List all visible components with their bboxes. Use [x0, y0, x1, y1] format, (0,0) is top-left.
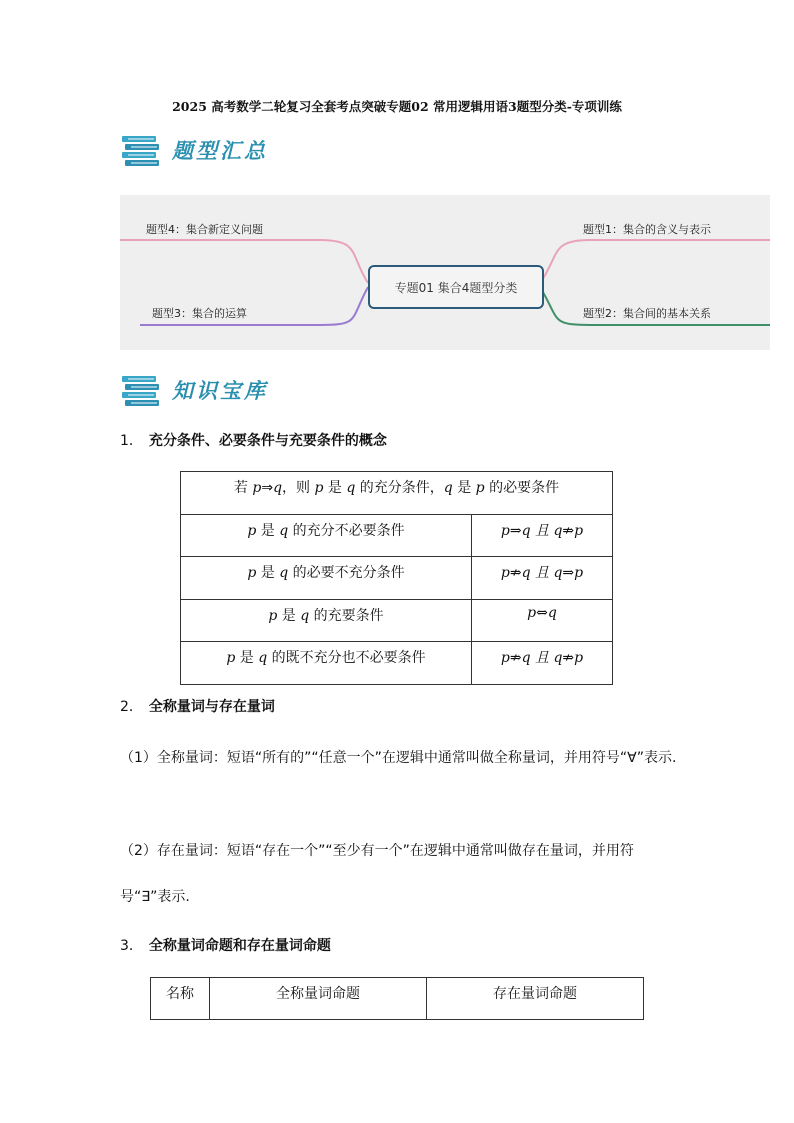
section-banner-knowledge	[120, 370, 268, 410]
heading-number: 1．	[120, 433, 143, 449]
column-header-name: 名称	[151, 978, 210, 1020]
paragraph-existential-quantifier: （2）存在量词：短语“存在一个”“至少有一个”在逻辑中通常叫做存在量词，并用符号“∃”表示.	[120, 843, 634, 905]
paragraph-universal-quantifier: （1）全称量词：短语“所有的”“任意一个”在逻辑中通常叫做全称量词，并用符号“∀”表示.	[120, 750, 677, 766]
heading-text: 全称量词命题和存在量词命题	[148, 938, 331, 954]
mindmap-center-node: 专题01 集合4题型分类	[368, 265, 544, 309]
table-header-row	[181, 472, 613, 515]
mindmap-leaf-type2: 题型2：集合间的基本关系	[583, 307, 711, 320]
table-header-row	[151, 978, 644, 1020]
table-row	[181, 557, 613, 600]
book-stack-icon	[120, 133, 162, 167]
heading-text: 充分条件、必要条件与充要条件的概念	[148, 433, 387, 449]
relation-cell: p⇔q	[472, 600, 613, 642]
mindmap-leaf-type3: 题型3：集合的运算	[152, 307, 247, 320]
column-header-existential: 存在量词命题	[427, 978, 644, 1020]
relation-cell: p⇏q 且 q⇏p	[472, 642, 613, 685]
book-stack-icon	[120, 373, 162, 407]
column-header-universal: 全称量词命题	[210, 978, 427, 1020]
heading-number: 3．	[120, 938, 143, 954]
mindmap-diagram	[120, 195, 770, 350]
conditions-table	[180, 471, 613, 685]
section-banner-summary	[120, 130, 268, 170]
heading-conditions	[120, 430, 387, 450]
heading-number: 2．	[120, 699, 143, 715]
section-label-knowledge: 知识宝库	[172, 378, 268, 403]
condition-cell: p 是 q 的既不充分也不必要条件	[181, 642, 472, 685]
section-label-summary: 题型汇总	[172, 138, 268, 163]
heading-propositions	[120, 935, 331, 955]
relation-cell: p⇏q 且 q⇒p	[472, 557, 613, 600]
table-row	[181, 642, 613, 685]
propositions-table	[150, 977, 644, 1020]
condition-cell: p 是 q 的充要条件	[181, 600, 472, 642]
document-title: 2025 高考数学二轮复习全套考点突破专题02 常用逻辑用语3题型分类-专项训练	[172, 99, 622, 114]
condition-cell: p 是 q 的必要不充分条件	[181, 557, 472, 600]
relation-cell: p⇒q 且 q⇏p	[472, 515, 613, 557]
heading-quantifiers	[120, 696, 275, 716]
table-row	[181, 600, 613, 642]
mindmap-leaf-type1: 题型1：集合的含义与表示	[583, 223, 711, 236]
table-row	[181, 515, 613, 557]
heading-text: 全称量词与存在量词	[148, 699, 275, 715]
mindmap-leaf-type4: 题型4：集合新定义问题	[146, 223, 263, 236]
table-header-cell: 若 p⇒q，则 p 是 q 的充分条件，q 是 p 的必要条件	[181, 472, 613, 515]
condition-cell: p 是 q 的充分不必要条件	[181, 515, 472, 557]
